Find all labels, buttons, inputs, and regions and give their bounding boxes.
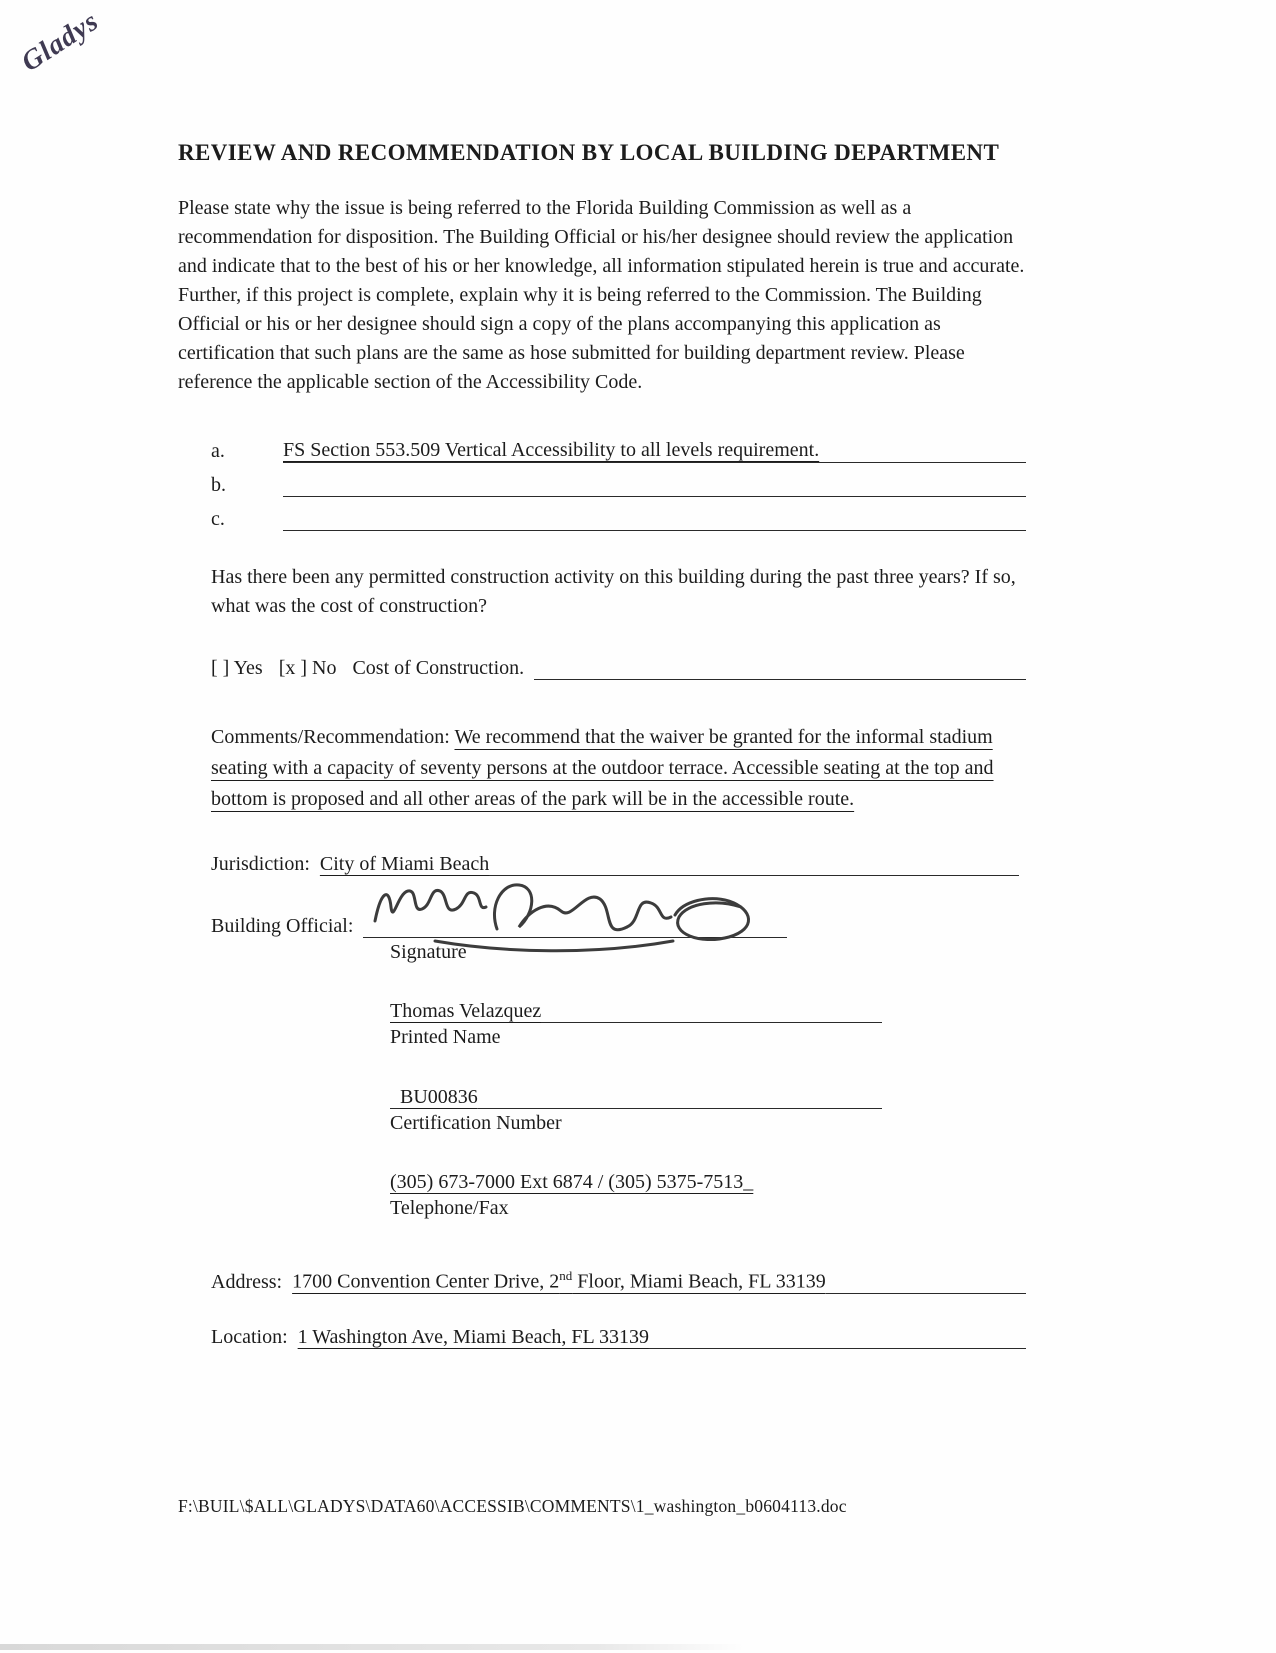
signature-caption: Signature xyxy=(390,941,467,963)
construction-question: Has there been any permitted construction activity on this building during the past three years? If so, what was the cost of construction? xyxy=(211,566,1016,617)
cost-of-construction-label: Cost of Construction. xyxy=(352,657,525,679)
certification-lead-line xyxy=(390,1085,400,1109)
address-row xyxy=(211,1268,1026,1294)
list-item-a xyxy=(211,429,1026,463)
no-checkbox-label: [x ] No xyxy=(278,657,337,679)
certification-block xyxy=(390,1085,1026,1135)
location-row xyxy=(211,1326,1026,1349)
yes-checkbox-label: [ ] Yes xyxy=(211,657,263,679)
telephone-value: (305) 673-7000 Ext 6874 / (305) 5375-7513_ xyxy=(390,1171,754,1193)
telephone-line xyxy=(390,1171,882,1194)
jurisdiction-label: Jurisdiction: xyxy=(211,853,310,875)
certification-caption: Certification Number xyxy=(390,1112,562,1134)
certification-value: BU00836 xyxy=(400,1086,478,1108)
telephone-block xyxy=(390,1171,1026,1220)
building-official-row xyxy=(211,904,1026,938)
list-item-c xyxy=(211,497,1026,531)
item-b-label: b. xyxy=(211,474,226,496)
signature-image xyxy=(365,869,797,961)
document-title: REVIEW AND RECOMMENDATION BY LOCAL BUILDING DEPARTMENT xyxy=(178,140,1000,165)
scan-artifact xyxy=(0,1644,745,1650)
location-label: Location: xyxy=(211,1325,288,1348)
document-content xyxy=(178,140,1026,1349)
printed-name-caption: Printed Name xyxy=(390,1026,501,1048)
item-a-label: a. xyxy=(211,440,225,462)
address-value-post: Floor, Miami Beach, FL 33139 xyxy=(572,1270,826,1293)
location-value: 1 Washington Ave, Miami Beach, FL 33139 xyxy=(297,1325,649,1348)
address-value-superscript: nd xyxy=(559,1268,573,1283)
certification-fill xyxy=(478,1108,882,1109)
item-c-line xyxy=(283,507,1026,531)
list-item-b xyxy=(211,463,1026,497)
referral-items-list xyxy=(211,429,1026,531)
item-b-line xyxy=(283,473,1026,497)
comments-value: We recommend that the waiver be granted for the informal stadium seating with a capacity of seventy persons at the outdoor terrace. Accessible seating at the top and bottom is proposed and all other areas of the park will be in the accessible route. xyxy=(211,726,994,810)
printed-name-value: Thomas Velazquez xyxy=(390,1000,542,1022)
printed-name-block xyxy=(390,1000,1026,1049)
construction-answer-row xyxy=(211,657,1026,680)
comments-label: Comments/Recommendation: xyxy=(211,726,450,748)
intro-paragraph: Please state why the issue is being referred to the Florida Building Commission as well as a recommendation for disposition. The Building Official or his/her designee should review the application and indicate that to the best of his or her knowledge, all information stipulated herein is true and accurate. Further, if this project is complete, explain why it is being referred to the Commission. The Building Official or his or her designee should sign a copy of the plans accompanying this application as certification that such plans are the same as hose submitted for building department review. Please reference the applicable section of the Accessibility Code. xyxy=(178,197,1025,393)
item-c-label: c. xyxy=(211,508,225,530)
cost-of-construction-line xyxy=(534,679,1026,680)
file-path-footer: F:\BUIL\$ALL\GLADYS\DATA60\ACCESSIB\COMMENTS\1_washington_b0604113.doc xyxy=(178,1496,847,1516)
comments-paragraph xyxy=(211,722,1026,815)
certification-line xyxy=(390,1085,882,1109)
address-line xyxy=(826,1293,1026,1294)
signature-line xyxy=(363,904,787,938)
printed-name-fill xyxy=(541,1022,882,1023)
handwritten-annotation: Gladys xyxy=(16,5,105,78)
telephone-caption: Telephone/Fax xyxy=(390,1197,509,1219)
address-label: Address: xyxy=(211,1270,283,1293)
item-a-line xyxy=(283,439,1026,463)
printed-name-line xyxy=(390,1000,882,1023)
location-line xyxy=(649,1348,1026,1349)
building-official-label: Building Official: xyxy=(211,915,354,937)
jurisdiction-value: City of Miami Beach xyxy=(319,853,490,875)
address-value xyxy=(292,1268,826,1294)
address-value-pre: 1700 Convention Center Drive, 2 xyxy=(292,1270,560,1293)
item-a-value: FS Section 553.509 Vertical Accessibility to all levels requirement. xyxy=(283,439,820,461)
